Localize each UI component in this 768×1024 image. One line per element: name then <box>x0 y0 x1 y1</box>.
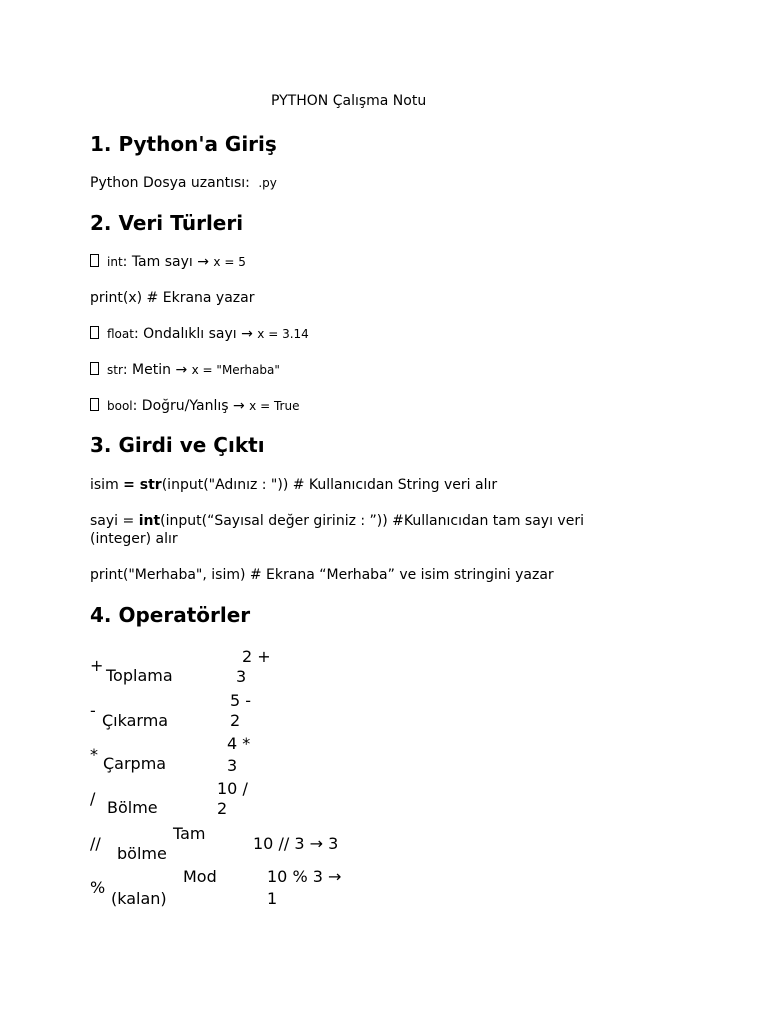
code-text: (input(“Sayısal değer giriniz : ”)) #Kullanıcıdan tam sayı veri <box>160 513 584 529</box>
operator-example-multiply-2: 3 <box>227 756 238 775</box>
type-description: : Ondalıklı sayı → <box>133 326 253 342</box>
code-bold: = str <box>123 477 162 493</box>
list-item-int <box>90 254 246 270</box>
operator-example-add-1: 2 + <box>242 647 271 666</box>
operator-name-multiply: Çarpma <box>103 754 167 773</box>
section-heading-operators: 4. Operatörler <box>90 603 251 627</box>
list-item-bool <box>90 398 299 414</box>
bullet-box-icon <box>90 362 99 375</box>
list-item-float <box>90 326 309 342</box>
operator-example-subtract-2: 2 <box>230 711 241 730</box>
bullet-box-icon <box>90 398 99 411</box>
operator-name-floor-divide-1: Tam <box>173 824 206 843</box>
section-heading-intro: 1. Python'a Giriş <box>90 132 277 156</box>
operator-name-floor-divide-2: bölme <box>117 844 167 863</box>
operator-example-floor-divide: 10 // 3 → 3 <box>253 834 339 853</box>
section-heading-io: 3. Girdi ve Çıktı <box>90 433 265 457</box>
operator-name-subtract: Çıkarma <box>102 711 169 730</box>
type-example: x = "Merhaba" <box>191 363 280 377</box>
type-description: : Tam sayı → <box>122 254 209 270</box>
code-bold: int <box>138 513 161 529</box>
document-title: PYTHON Çalışma Notu <box>271 93 427 109</box>
operator-example-subtract-1: 5 - <box>230 691 252 710</box>
code-text: sayi = <box>90 513 139 529</box>
operator-name-divide: Bölme <box>107 798 158 817</box>
operator-symbol-divide: / <box>90 789 96 808</box>
code-text: (input("Adınız : ")) # Kullanıcıdan String veri alır <box>161 477 498 493</box>
bullet-box-icon <box>90 254 99 267</box>
type-example: x = True <box>249 399 300 413</box>
operator-example-add-2: 3 <box>236 667 247 686</box>
type-name: int <box>107 255 123 269</box>
code-line-sayi-cont: (integer) alır <box>90 531 178 547</box>
operator-name-modulo-1: Mod <box>183 867 217 886</box>
operator-symbol-subtract: - <box>90 701 96 720</box>
file-extension-value: .py <box>258 176 277 190</box>
code-line-sayi <box>90 513 584 529</box>
operator-example-divide-2: 2 <box>217 799 228 818</box>
type-description: : Metin → <box>122 362 188 378</box>
operator-example-modulo-1: 10 % 3 → <box>267 867 342 886</box>
code-line-isim <box>90 477 497 493</box>
operator-symbol-add: + <box>90 656 104 675</box>
operator-name-add: Toplama <box>106 666 173 685</box>
type-example: x = 3.14 <box>257 327 309 341</box>
list-item-str <box>90 362 280 378</box>
type-name: str <box>107 363 123 377</box>
code-line-print: print("Merhaba", isim) # Ekrana “Merhaba” ve isim stringini yazar <box>90 567 554 583</box>
operator-symbol-modulo: % <box>90 878 106 897</box>
operator-name-modulo-2: (kalan) <box>111 889 167 908</box>
code-text: isim <box>90 477 124 493</box>
print-example-line: print(x) # Ekrana yazar <box>90 290 255 306</box>
type-example: x = 5 <box>213 255 246 269</box>
bullet-box-icon <box>90 326 99 339</box>
type-name: bool <box>107 399 133 413</box>
type-description: : Doğru/Yanlış → <box>132 398 245 414</box>
type-name: float <box>107 327 134 341</box>
section-heading-data-types: 2. Veri Türleri <box>90 211 244 235</box>
file-extension-line <box>90 175 277 191</box>
operator-symbol-floor-divide: // <box>90 834 101 853</box>
operator-example-divide-1: 10 / <box>217 779 248 798</box>
operator-symbol-multiply: * <box>90 745 98 764</box>
file-extension-label: Python Dosya uzantısı: <box>90 175 250 191</box>
operator-example-modulo-2: 1 <box>267 889 278 908</box>
operator-example-multiply-1: 4 * <box>227 734 251 753</box>
